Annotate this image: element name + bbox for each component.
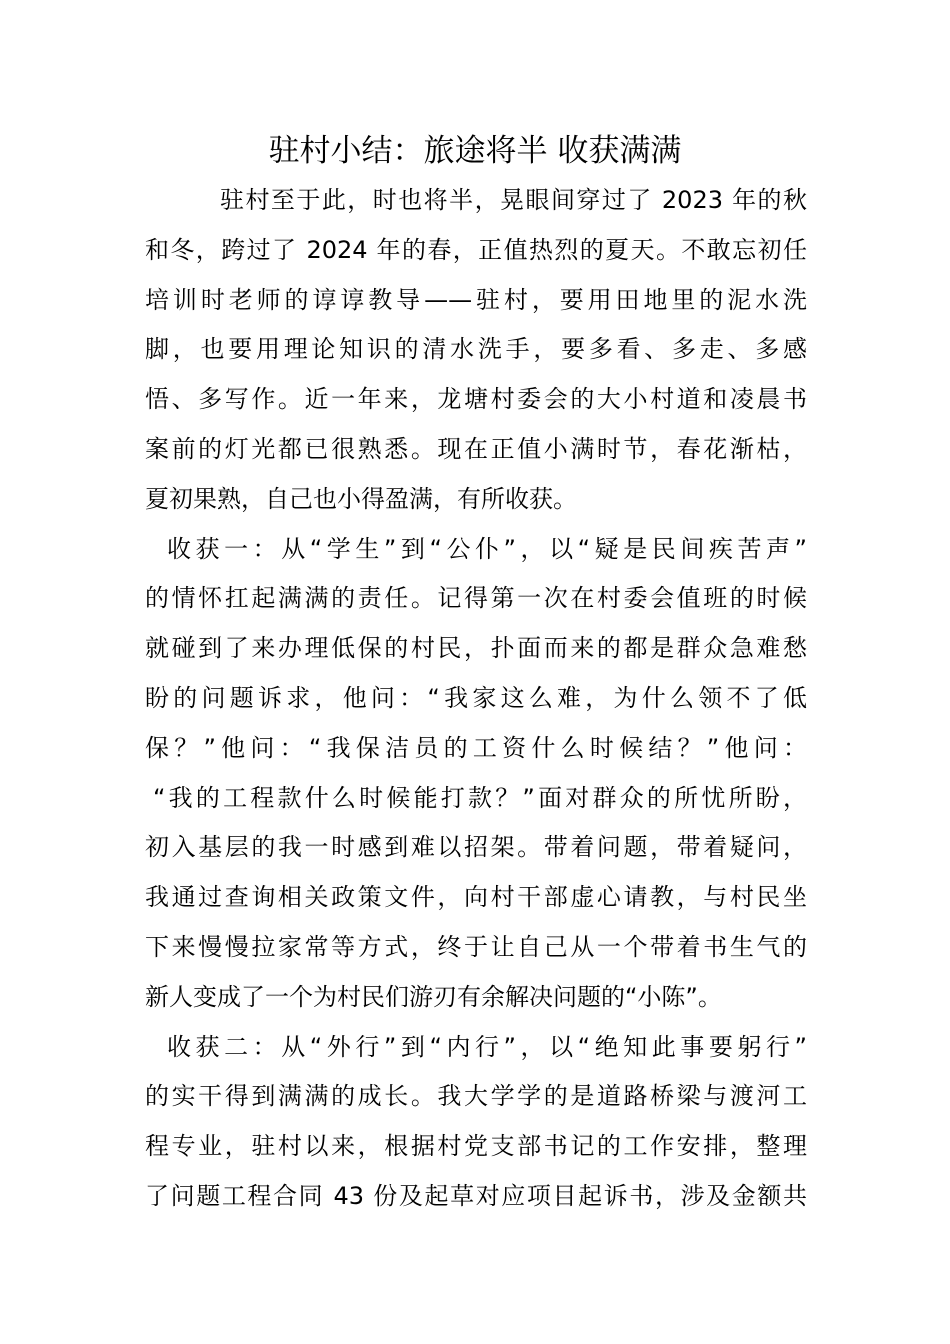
paragraph-line: 下来慢慢拉家常等方式，终于让自己从一个带着书生气的 — [145, 932, 807, 961]
paragraph-line: 案前的灯光都已很熟悉。现在正值小满时节，春花渐枯， — [145, 434, 807, 463]
paragraph-line: 就碰到了来办理低保的村民，扑面而来的都是群众急难愁 — [145, 634, 807, 663]
paragraph-line: 和冬，跨过了 2024 年的春，正值热烈的夏天。不敢忘初任 — [145, 235, 807, 264]
paragraph-line: “我的工程款什么时候能打款？”面对群众的所忧所盼， — [153, 783, 807, 812]
paragraph-line: 初入基层的我一时感到难以招架。带着问题，带着疑问， — [145, 833, 807, 862]
paragraph-line: 培训时老师的谆谆教导——驻村，要用田地里的泥水洗 — [145, 285, 807, 314]
paragraph-line: 了问题工程合同 43 份及起草对应项目起诉书，涉及金额共 — [145, 1181, 807, 1210]
paragraph-line: 盼的问题诉求，他问：“我家这么难，为什么领不了低 — [145, 683, 807, 712]
paragraph-line: 程专业，驻村以来，根据村党支部书记的工作安排，整理 — [145, 1132, 807, 1161]
document-title: 驻村小结：旅途将半 收获满满 — [268, 133, 682, 169]
paragraph-line: 悟、多写作。近一年来，龙塘村委会的大小村道和凌晨书 — [145, 385, 807, 414]
paragraph-line: 收获一：从“学生”到“公仆”，以“疑是民间疾苦声” — [167, 534, 807, 563]
paragraph-line: 收获二：从“外行”到“内行”，以“绝知此事要躬行” — [167, 1032, 807, 1061]
paragraph-line: 我通过查询相关政策文件，向村干部虚心请教，与村民坐 — [145, 883, 807, 912]
paragraph-line: 的情怀扛起满满的责任。记得第一次在村委会值班的时候 — [145, 584, 807, 613]
paragraph-line: 的实干得到满满的成长。我大学学的是道路桥梁与渡河工 — [145, 1082, 807, 1111]
paragraph-line: 保？”他问：“我保洁员的工资什么时候结？”他问： — [145, 733, 807, 762]
document-body — [145, 176, 807, 1222]
paragraph-line: 夏初果熟，自己也小得盈满，有所收获。 — [145, 484, 577, 513]
paragraph-line: 驻村至于此，时也将半，晃眼间穿过了 2023 年的秋 — [220, 186, 807, 214]
paragraph-line: 脚，也要用理论知识的清水洗手，要多看、多走、多感 — [145, 335, 807, 364]
paragraph-line: 新人变成了一个为村民们游刃有余解决问题的“小陈”。 — [145, 982, 722, 1011]
